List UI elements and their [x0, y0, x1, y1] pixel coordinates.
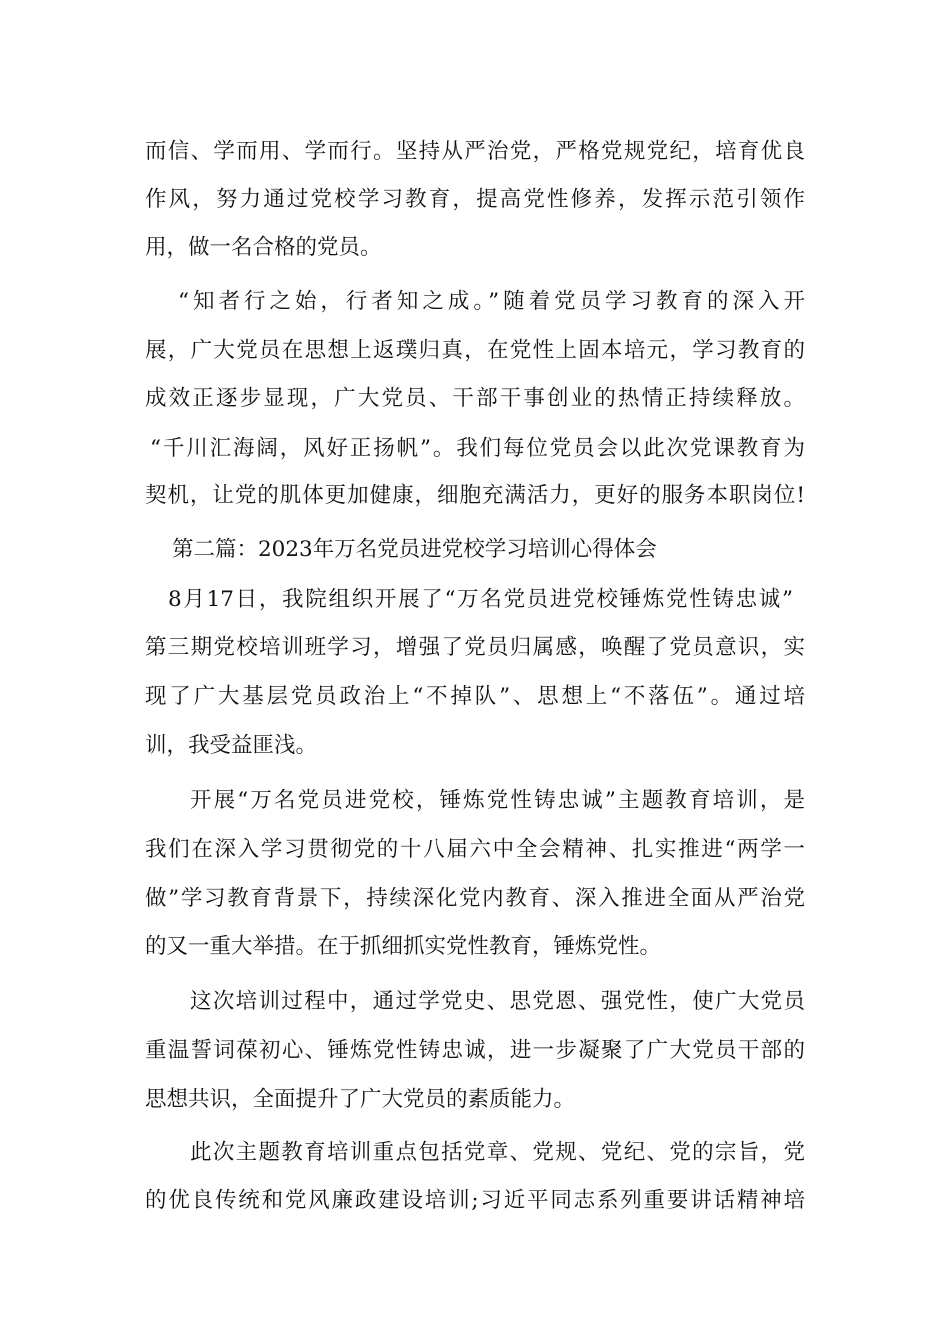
- paragraph-2-line-5: 契机，让党的肌体更加健康，细胞充满活力，更好的服务本职岗位!: [145, 483, 805, 508]
- paragraph-3-line-2: 第三期党校培训班学习，增强了党员归属感，唤醒了党员意识，实: [145, 635, 805, 660]
- paragraph-3-line-4: 训，我受益匪浅。: [145, 733, 318, 758]
- paragraph-6-line-2: 的优良传统和党风廉政建设培训;习近平同志系列重要讲话精神培: [145, 1188, 805, 1213]
- section-heading: 第二篇：2023年万名党员进党校学习培训心得体会: [172, 537, 657, 562]
- paragraph-4-line-2: 我们在深入学习贯彻党的十八届六中全会精神、扎实推进“两学一: [145, 837, 805, 862]
- paragraph-4-line-3: 做”学习教育背景下，持续深化党内教育、深入推进全面从严治党: [145, 886, 805, 911]
- paragraph-5-line-3: 思想共识，全面提升了广大党员的素质能力。: [145, 1087, 576, 1112]
- paragraph-2-line-1: “知者行之始，行者知之成。”随着党员学习教育的深入开: [178, 289, 805, 314]
- paragraph-4-line-1: 开展“万名党员进党校，锤炼党性铸忠诚”主题教育培训，是: [190, 788, 805, 813]
- paragraph-4-line-4: 的又一重大举措。在于抓细抓实党性教育，锤炼党性。: [145, 934, 662, 959]
- paragraph-1-line-2: 作风，努力通过党校学习教育，提高党性修养，发挥示范引领作: [145, 187, 805, 212]
- paragraph-6-line-1: 此次主题教育培训重点包括党章、党规、党纪、党的宗旨，党: [190, 1140, 805, 1165]
- paragraph-1-line-1: 而信、学而用、学而行。坚持从严治党，严格党规党纪，培育优良: [145, 139, 805, 164]
- paragraph-2-line-2: 展，广大党员在思想上返璞归真，在党性上固本培元，学习教育的: [145, 338, 805, 363]
- paragraph-3-line-1: 8月17日，我院组织开展了“万名党员进党校锤炼党性铸忠诚”: [168, 587, 793, 612]
- paragraph-1-line-3: 用，做一名合格的党员。: [145, 235, 382, 260]
- paragraph-3-line-3: 现了广大基层党员政治上“不掉队”、思想上“不落伍”。通过培: [145, 684, 805, 709]
- paragraph-5-line-2: 重温誓词葆初心、锤炼党性铸忠诚，进一步凝聚了广大党员干部的: [145, 1038, 805, 1063]
- paragraph-5-line-1: 这次培训过程中，通过学党史、思党恩、强党性，使广大党员: [190, 989, 805, 1014]
- paragraph-2-line-3: 成效正逐步显现，广大党员、干部干事创业的热情正持续释放。: [145, 386, 805, 411]
- paragraph-2-line-4: “千川汇海阔，风好正扬帆”。我们每位党员会以此次党课教育为: [150, 436, 805, 461]
